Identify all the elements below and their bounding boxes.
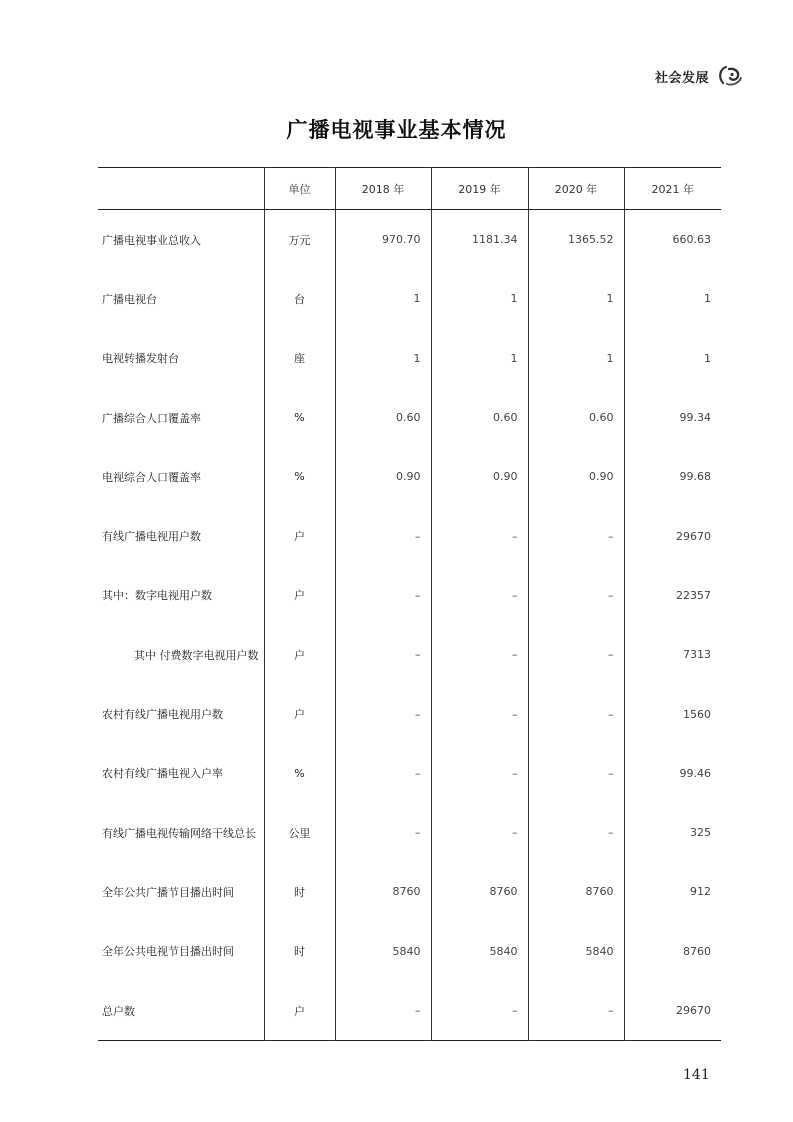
value-cell-2021: 99.34 — [624, 388, 721, 447]
row-unit: 公里 — [264, 803, 335, 862]
column-header-2020: 2020 年 — [528, 168, 624, 210]
row-label: 电视综合人口覆盖率 — [98, 447, 264, 506]
row-unit: % — [264, 388, 335, 447]
row-unit: 户 — [264, 981, 335, 1041]
value-cell-2018: – — [335, 566, 431, 625]
row-label: 农村有线广播电视用户数 — [98, 684, 264, 743]
column-header-unit: 单位 — [264, 168, 335, 210]
table-row — [98, 506, 721, 565]
table-row — [98, 684, 721, 743]
column-header-2018: 2018 年 — [335, 168, 431, 210]
value-cell-2018: 970.70 — [335, 210, 431, 270]
row-label: 全年公共电视节目播出时间 — [98, 922, 264, 981]
table-row — [98, 922, 721, 981]
row-unit: 户 — [264, 684, 335, 743]
value-cell-2019: – — [431, 803, 528, 862]
value-cell-2020: – — [528, 625, 624, 684]
row-label: 全年公共广播节目播出时间 — [98, 862, 264, 921]
table-row — [98, 981, 721, 1041]
value-cell-2019: – — [431, 744, 528, 803]
column-header-label — [98, 168, 264, 210]
row-label: 其中：数字电视用户数 — [98, 566, 264, 625]
value-cell-2019: – — [431, 566, 528, 625]
value-cell-2021: 22357 — [624, 566, 721, 625]
table-row — [98, 625, 721, 684]
value-cell-2020: 0.90 — [528, 447, 624, 506]
value-cell-2020: – — [528, 684, 624, 743]
row-unit: 户 — [264, 625, 335, 684]
section-label: 社会发展 — [654, 70, 709, 86]
section-header — [655, 64, 743, 88]
row-label: 有线广播电视用户数 — [98, 506, 264, 565]
value-cell-2020: – — [528, 803, 624, 862]
table-row — [98, 803, 721, 862]
value-cell-2018: – — [335, 625, 431, 684]
row-label: 电视转播发射台 — [98, 329, 264, 388]
row-unit: 时 — [264, 862, 335, 921]
table-row — [98, 210, 721, 270]
table-row — [98, 329, 721, 388]
value-cell-2020: 1 — [528, 329, 624, 388]
value-cell-2020: 1365.52 — [528, 210, 624, 270]
value-cell-2020: 0.60 — [528, 388, 624, 447]
row-label: 广播电视事业总收入 — [98, 210, 264, 270]
value-cell-2021: 1 — [624, 329, 721, 388]
value-cell-2021: 29670 — [624, 981, 721, 1041]
value-cell-2021: 29670 — [624, 506, 721, 565]
value-cell-2021: 7313 — [624, 625, 721, 684]
row-unit: 万元 — [264, 210, 335, 270]
table-row — [98, 269, 721, 328]
value-cell-2021: 8760 — [624, 922, 721, 981]
value-cell-2020: – — [528, 981, 624, 1041]
value-cell-2021: 1 — [624, 269, 721, 328]
value-cell-2019: 8760 — [431, 862, 528, 921]
table-header-row — [98, 168, 721, 210]
value-cell-2018: 1 — [335, 269, 431, 328]
table-row — [98, 862, 721, 921]
value-cell-2019: 1181.34 — [431, 210, 528, 270]
value-cell-2020: – — [528, 744, 624, 803]
row-label: 广播电视台 — [98, 269, 264, 328]
value-cell-2021: 1560 — [624, 684, 721, 743]
value-cell-2018: – — [335, 981, 431, 1041]
row-unit: 台 — [264, 269, 335, 328]
value-cell-2019: – — [431, 981, 528, 1041]
value-cell-2020: – — [528, 566, 624, 625]
value-cell-2019: – — [431, 506, 528, 565]
swirl-logo-icon — [717, 65, 743, 87]
value-cell-2019: 0.90 — [431, 447, 528, 506]
row-label: 总户数 — [98, 981, 264, 1041]
row-label: 有线广播电视传输网络干线总长 — [98, 803, 264, 862]
value-cell-2021: 99.46 — [624, 744, 721, 803]
value-cell-2020: 5840 — [528, 922, 624, 981]
column-header-2021: 2021 年 — [624, 168, 721, 210]
value-cell-2018: – — [335, 744, 431, 803]
page-number: 141 — [683, 1067, 710, 1083]
value-cell-2018: – — [335, 506, 431, 565]
table-row — [98, 447, 721, 506]
column-header-2019: 2019 年 — [431, 168, 528, 210]
row-unit: % — [264, 447, 335, 506]
row-label: 其中 付费数字电视用户数 — [98, 625, 264, 684]
value-cell-2019: 0.60 — [431, 388, 528, 447]
value-cell-2019: – — [431, 625, 528, 684]
value-cell-2020: 8760 — [528, 862, 624, 921]
value-cell-2018: 0.60 — [335, 388, 431, 447]
value-cell-2019: 1 — [431, 269, 528, 328]
row-unit: 户 — [264, 506, 335, 565]
stats-table — [98, 167, 721, 1041]
value-cell-2019: 5840 — [431, 922, 528, 981]
row-unit: 座 — [264, 329, 335, 388]
row-label: 广播综合人口覆盖率 — [98, 388, 264, 447]
value-cell-2019: 1 — [431, 329, 528, 388]
value-cell-2018: – — [335, 684, 431, 743]
value-cell-2018: 1 — [335, 329, 431, 388]
table-row — [98, 388, 721, 447]
row-unit: 户 — [264, 566, 335, 625]
table-row — [98, 744, 721, 803]
page-title: 广播电视事业基本情况 — [286, 117, 507, 142]
row-unit: % — [264, 744, 335, 803]
value-cell-2021: 99.68 — [624, 447, 721, 506]
value-cell-2021: 660.63 — [624, 210, 721, 270]
value-cell-2021: 325 — [624, 803, 721, 862]
value-cell-2020: 1 — [528, 269, 624, 328]
value-cell-2018: 5840 — [335, 922, 431, 981]
row-unit: 时 — [264, 922, 335, 981]
value-cell-2018: – — [335, 803, 431, 862]
value-cell-2020: – — [528, 506, 624, 565]
value-cell-2018: 0.90 — [335, 447, 431, 506]
value-cell-2021: 912 — [624, 862, 721, 921]
table-row — [98, 566, 721, 625]
value-cell-2018: 8760 — [335, 862, 431, 921]
value-cell-2019: – — [431, 684, 528, 743]
row-label: 农村有线广播电视入户率 — [98, 744, 264, 803]
